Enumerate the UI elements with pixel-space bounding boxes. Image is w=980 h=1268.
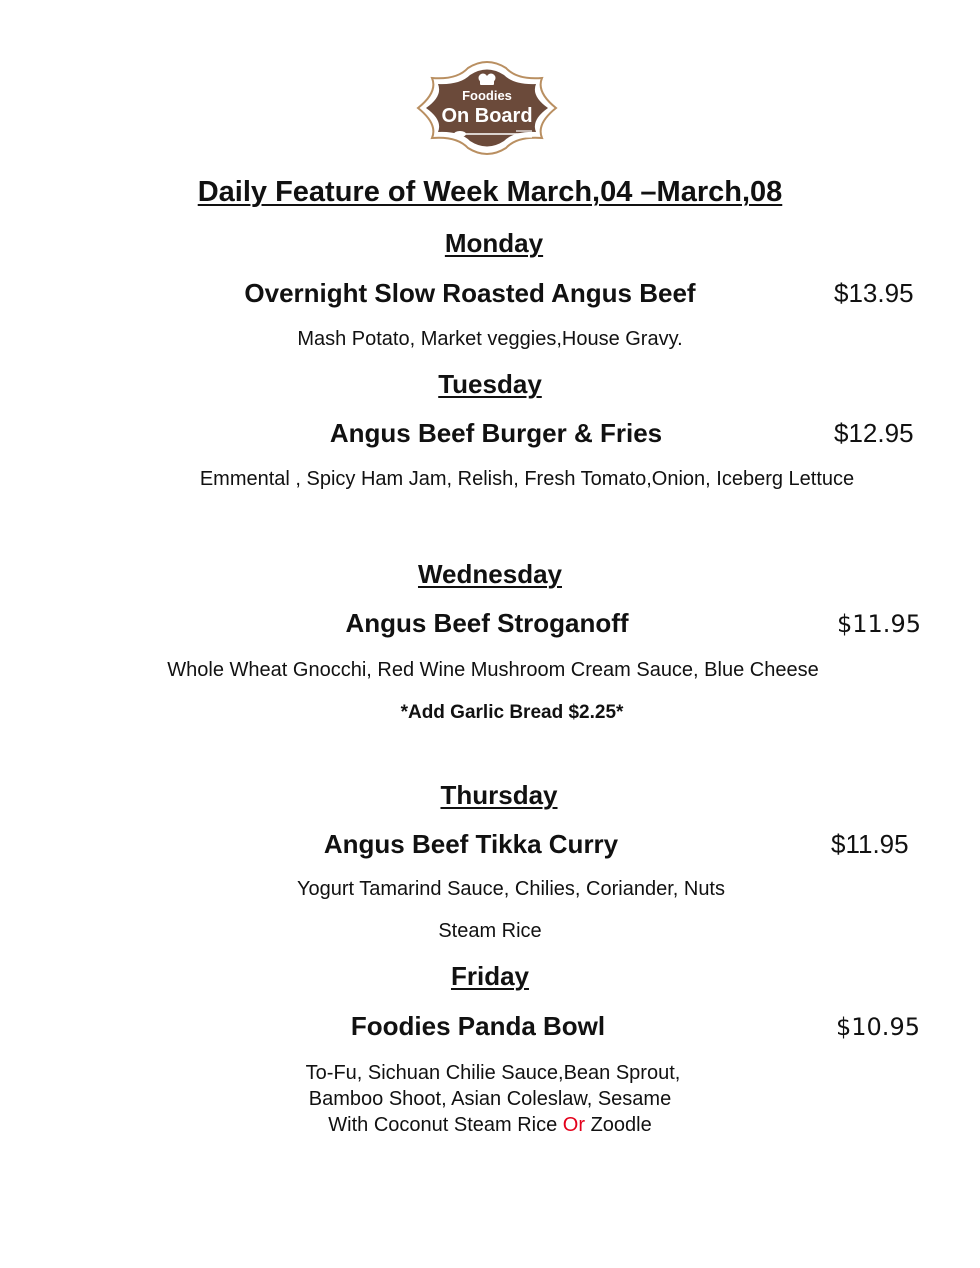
menu-title: Daily Feature of Week March,04 –March,08 bbox=[197, 176, 783, 208]
dish-name-wednesday: Angus Beef Stroganoff bbox=[345, 608, 629, 638]
foodies-on-board-logo bbox=[410, 58, 564, 158]
dish-name-friday: Foodies Panda Bowl bbox=[350, 1011, 606, 1041]
dish-description-friday-line2: Bamboo Shoot, Asian Coleslaw, Sesame bbox=[308, 1088, 672, 1110]
dish-description-monday: Mash Potato, Market veggies,House Gravy. bbox=[297, 328, 683, 350]
dish-name-tuesday: Angus Beef Burger & Fries bbox=[329, 418, 663, 448]
friday-line3-after: Zoodle bbox=[585, 1114, 652, 1136]
day-heading-thursday: Thursday bbox=[440, 780, 558, 810]
dish-description-friday-line1: To-Fu, Sichuan Chilie Sauce,Bean Sprout, bbox=[305, 1062, 681, 1084]
dish-name-thursday: Angus Beef Tikka Curry bbox=[323, 829, 619, 859]
day-heading-wednesday: Wednesday bbox=[417, 559, 562, 589]
dish-name-monday: Overnight Slow Roasted Angus Beef bbox=[244, 278, 696, 308]
dish-description-thursday: Yogurt Tamarind Sauce, Chilies, Coriander, Nuts bbox=[296, 878, 725, 900]
day-heading-friday: Friday bbox=[450, 961, 530, 991]
dish-side-thursday: Steam Rice bbox=[438, 920, 542, 942]
dish-description-tuesday: Emmental , Spicy Ham Jam, Relish, Fresh Tomato,Onion, Iceberg Lettuce bbox=[199, 468, 855, 490]
dish-price-tuesday: $12.95 bbox=[834, 418, 914, 448]
logo-line-1: Foodies bbox=[462, 88, 512, 103]
dish-price-wednesday: $11.95 bbox=[837, 610, 921, 638]
dish-price-thursday: $11.95 bbox=[831, 829, 909, 859]
dish-price-friday: $10.95 bbox=[836, 1013, 920, 1041]
dish-price-monday: $13.95 bbox=[834, 278, 914, 308]
friday-or-highlight: Or bbox=[562, 1114, 586, 1136]
dish-description-wednesday: Whole Wheat Gnocchi, Red Wine Mushroom Cream Sauce, Blue Cheese bbox=[167, 659, 819, 681]
day-heading-tuesday: Tuesday bbox=[438, 369, 542, 399]
dish-description-friday-line3 bbox=[0, 1114, 980, 1137]
day-heading-monday: Monday bbox=[444, 228, 544, 258]
add-on-note-wednesday: *Add Garlic Bread $2.25* bbox=[400, 702, 624, 723]
friday-line3-before: With Coconut Steam Rice bbox=[328, 1114, 563, 1136]
logo-line-2: On Board bbox=[441, 105, 533, 127]
logo-badge-graphic bbox=[410, 58, 564, 158]
